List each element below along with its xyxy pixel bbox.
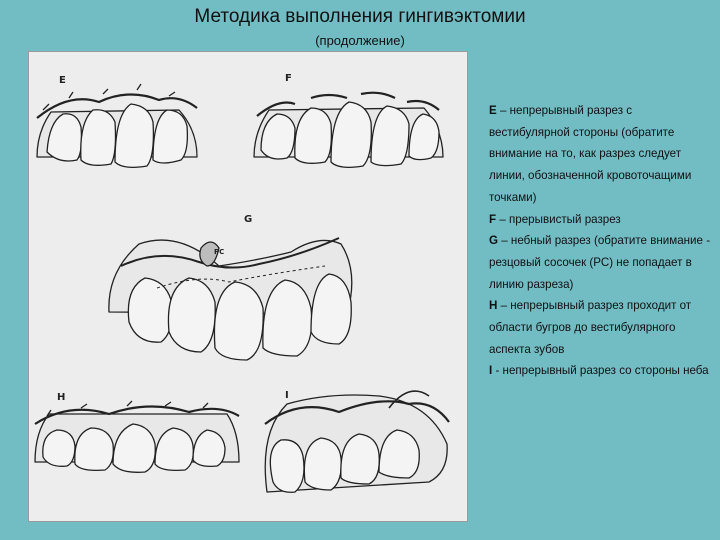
description-item-f: F – прерывистый разрез xyxy=(489,212,621,226)
panel-label-g: G xyxy=(244,214,253,225)
gingivectomy-illustration xyxy=(28,51,468,522)
panel-e-teeth xyxy=(37,84,197,167)
description-item-i: I - непрерывный разрез со стороны неба xyxy=(489,364,709,378)
slide-subtitle: (продолжение) xyxy=(315,33,405,48)
description-item-h: H – непрерывный разрез проходит от области бугров до вестибулярного аспекта зубов xyxy=(489,299,692,356)
panel-f-teeth xyxy=(254,93,443,168)
teeth-drawing xyxy=(29,52,469,523)
panel-label-f: F xyxy=(285,73,292,84)
description-item-g: G – небный разрез (обратите внимание - резцовый сосочек (РС) не попадает в линию разреза) xyxy=(489,234,711,291)
panel-i-teeth xyxy=(265,391,449,492)
description-item-e: E – непрерывный разрез с вестибулярной стороны (обратите внимание на то, как разрез следует линии, обозначенной кровоточащими точками) xyxy=(489,104,692,204)
description-text xyxy=(489,100,714,382)
panel-g-teeth xyxy=(109,238,352,360)
panel-label-pc: PC xyxy=(214,248,225,256)
panel-h-teeth xyxy=(35,401,239,472)
slide-title: Методика выполнения гингивэктомии xyxy=(194,6,526,27)
panel-label-h: H xyxy=(57,392,66,403)
panel-label-e: E xyxy=(59,75,66,86)
panel-label-i: I xyxy=(285,390,289,401)
